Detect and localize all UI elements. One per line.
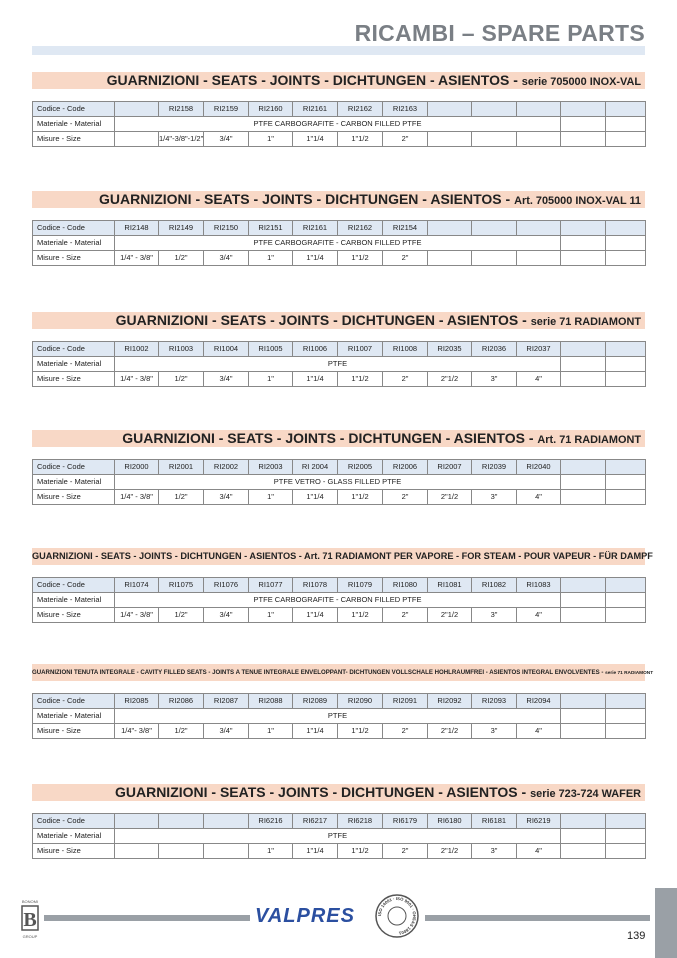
section-heading	[32, 784, 645, 801]
code-cell: RI2005	[338, 460, 383, 475]
size-cell: 2"	[383, 372, 428, 387]
code-cell: RI2149	[159, 221, 204, 236]
code-row	[33, 460, 646, 475]
code-cell: RI1007	[338, 342, 383, 357]
size-row-label: Misure - Size	[33, 608, 115, 623]
code-cell	[159, 814, 204, 829]
size-cell: 1/2"	[159, 372, 204, 387]
code-cell: RI2151	[249, 221, 293, 236]
code-cell: RI2091	[383, 694, 428, 709]
size-cell: 1"1/2	[338, 132, 383, 147]
size-cell: 1/4" - 3/8"	[115, 251, 159, 266]
size-cell: 3/4"	[204, 251, 249, 266]
empty-cell	[561, 829, 606, 844]
size-cell	[204, 844, 249, 859]
material-row	[33, 593, 646, 608]
size-cell	[606, 844, 646, 859]
size-cell: 1"1/4	[293, 608, 338, 623]
logo-letter: B	[23, 909, 37, 931]
size-row-label: Misure - Size	[33, 251, 115, 266]
code-cell	[561, 814, 606, 829]
empty-cell	[606, 593, 646, 608]
code-cell: RI2089	[293, 694, 338, 709]
code-cell: RI1008	[383, 342, 428, 357]
code-cell	[606, 460, 646, 475]
code-cell	[606, 221, 646, 236]
bonomi-group-logo	[20, 898, 40, 940]
size-cell	[561, 724, 606, 739]
size-cell: 3"	[472, 724, 517, 739]
material-cell: PTFE	[115, 829, 561, 844]
size-cell: 1"1/4	[293, 372, 338, 387]
code-cell	[561, 221, 606, 236]
size-cell	[517, 132, 561, 147]
size-cell: 2"1/2	[428, 608, 472, 623]
code-row-label: Codice - Code	[33, 221, 115, 236]
size-row	[33, 132, 646, 147]
material-row	[33, 117, 646, 132]
size-cell	[561, 490, 606, 505]
empty-cell	[606, 357, 646, 372]
size-cell: 1/2"	[159, 608, 204, 623]
section-5	[32, 548, 653, 623]
code-cell: RI1004	[204, 342, 249, 357]
size-cell: 2"	[383, 724, 428, 739]
code-cell: RI2088	[249, 694, 293, 709]
logo-top-text: BONOMI	[21, 899, 39, 904]
section-heading-main: GUARNIZIONI - SEATS - JOINTS - DICHTUNGEN - ASIENTOS -	[122, 430, 538, 446]
size-cell: 1"1/2	[338, 372, 383, 387]
size-cell: 1"1/2	[338, 251, 383, 266]
code-cell: RI1006	[293, 342, 338, 357]
code-cell: RI1079	[338, 578, 383, 593]
material-cell: PTFE VETRO - GLASS FILLED PTFE	[115, 475, 561, 490]
size-cell: 1"1/2	[338, 724, 383, 739]
section-heading-main: GUARNIZIONI - SEATS - JOINTS - DICHTUNGEN - ASIENTOS -	[115, 312, 531, 328]
code-cell: RI2093	[472, 694, 517, 709]
code-cell	[517, 102, 561, 117]
material-row-label: Materiale - Material	[33, 709, 115, 724]
code-cell	[606, 814, 646, 829]
size-row	[33, 372, 646, 387]
section-heading	[32, 548, 653, 565]
material-cell: PTFE CARBOGRAFITE - CARBON FILLED PTFE	[115, 117, 561, 132]
page-edge-tab	[655, 888, 677, 958]
code-cell: RI2162	[338, 102, 383, 117]
empty-cell	[561, 357, 606, 372]
section-heading-sub: serie 705000 INOX-VAL	[521, 76, 641, 88]
size-cell: 2"	[383, 608, 428, 623]
size-cell: 1"	[249, 724, 293, 739]
parts-table	[32, 220, 646, 266]
code-cell: RI2148	[115, 221, 159, 236]
size-row	[33, 844, 646, 859]
material-row	[33, 236, 646, 251]
section-heading-sub: serie 723-724 WAFER	[530, 788, 641, 800]
section-heading-sub: Art. 705000 INOX-VAL 11	[514, 195, 641, 207]
size-cell: 4"	[517, 724, 561, 739]
size-cell: 1"1/2	[338, 608, 383, 623]
code-cell: RI6180	[428, 814, 472, 829]
empty-cell	[561, 593, 606, 608]
size-cell: 1/4" - 3/8"	[115, 608, 159, 623]
code-cell: RI1078	[293, 578, 338, 593]
size-cell	[159, 844, 204, 859]
code-cell: RI2037	[517, 342, 561, 357]
code-cell: RI1005	[249, 342, 293, 357]
code-cell	[115, 102, 159, 117]
code-row-label: Codice - Code	[33, 578, 115, 593]
footer-bar-left	[44, 915, 250, 921]
material-cell: PTFE CARBOGRAFITE - CARBON FILLED PTFE	[115, 236, 561, 251]
code-cell: RI2007	[428, 460, 472, 475]
size-cell	[428, 132, 472, 147]
size-cell: 1"	[249, 608, 293, 623]
section-heading-main: GUARNIZIONI - SEATS - JOINTS - DICHTUNGEN - ASIENTOS - Art. 71 RADIAMONT PER VAPORE - FOR STEAM - POUR VAPEUR - FÜR DAMPF	[32, 551, 653, 561]
code-cell: RI2161	[293, 221, 338, 236]
code-cell	[561, 102, 606, 117]
size-cell	[561, 372, 606, 387]
code-cell: RI6218	[338, 814, 383, 829]
code-cell: RI1077	[249, 578, 293, 593]
size-cell	[115, 132, 159, 147]
section-1	[32, 72, 645, 147]
section-heading	[32, 72, 645, 89]
section-heading-sub: Art. 71 RADIAMONT	[537, 434, 641, 446]
material-row	[33, 709, 646, 724]
cert-seal-text: ISO 14001 · ISO 9001 · OHSAS 18001	[376, 895, 418, 936]
size-cell: 1"	[249, 490, 293, 505]
code-cell: RI2036	[472, 342, 517, 357]
code-row	[33, 221, 646, 236]
code-cell: RI6216	[249, 814, 293, 829]
code-cell: RI2159	[204, 102, 249, 117]
code-cell: RI2163	[383, 102, 428, 117]
section-6	[32, 664, 654, 739]
code-cell: RI6181	[472, 814, 517, 829]
size-cell: 1"1/4	[293, 844, 338, 859]
size-cell	[428, 251, 472, 266]
size-row	[33, 251, 646, 266]
size-cell	[472, 251, 517, 266]
size-cell	[606, 724, 646, 739]
size-row	[33, 724, 646, 739]
empty-cell	[606, 117, 646, 132]
size-cell: 2"	[383, 132, 428, 147]
code-cell: RI2090	[338, 694, 383, 709]
size-cell: 1/2"	[159, 724, 204, 739]
section-heading	[32, 312, 645, 329]
code-row	[33, 578, 646, 593]
code-cell: RI1075	[159, 578, 204, 593]
section-heading-main: GUARNIZIONI - SEATS - JOINTS - DICHTUNGEN - ASIENTOS -	[114, 784, 531, 800]
code-row	[33, 342, 646, 357]
size-cell: 3/4"	[204, 724, 249, 739]
material-row	[33, 357, 646, 372]
code-cell: RI2150	[204, 221, 249, 236]
size-cell	[115, 844, 159, 859]
code-row	[33, 694, 646, 709]
material-cell: PTFE	[115, 357, 561, 372]
code-cell: RI2035	[428, 342, 472, 357]
code-cell: RI1074	[115, 578, 159, 593]
code-cell: RI2000	[115, 460, 159, 475]
size-cell: 1"	[249, 844, 293, 859]
size-cell: 1"1/2	[338, 490, 383, 505]
page-number: 139	[627, 930, 646, 942]
code-cell: RI2094	[517, 694, 561, 709]
title-underline-bar	[32, 46, 645, 55]
code-cell: RI1083	[517, 578, 561, 593]
size-cell	[606, 490, 646, 505]
size-cell: 1"1/4	[293, 251, 338, 266]
code-cell: RI1003	[159, 342, 204, 357]
code-cell: RI2085	[115, 694, 159, 709]
code-cell	[561, 342, 606, 357]
empty-cell	[561, 475, 606, 490]
material-row-label: Materiale - Material	[33, 236, 115, 251]
size-row-label: Misure - Size	[33, 844, 115, 859]
section-heading-main: GUARNIZIONI - SEATS - JOINTS - DICHTUNGEN - ASIENTOS -	[106, 72, 522, 88]
empty-cell	[606, 829, 646, 844]
parts-table	[32, 693, 646, 739]
code-cell	[472, 102, 517, 117]
logo-bottom-text: GROUP	[22, 934, 38, 939]
section-heading	[32, 430, 645, 447]
empty-cell	[606, 236, 646, 251]
section-heading-sub: serie 71 RADIAMONT	[530, 316, 641, 328]
parts-table	[32, 813, 646, 859]
code-row-label: Codice - Code	[33, 460, 115, 475]
size-cell	[606, 251, 646, 266]
size-cell	[561, 251, 606, 266]
size-cell: 1/4"- 3/8"	[115, 724, 159, 739]
size-cell: 4"	[517, 844, 561, 859]
size-cell: 1"1/2	[338, 844, 383, 859]
size-cell	[561, 844, 606, 859]
code-row	[33, 814, 646, 829]
empty-cell	[606, 709, 646, 724]
section-heading-main: GUARNIZIONI - SEATS - JOINTS - DICHTUNGEN - ASIENTOS -	[99, 191, 515, 207]
size-cell: 1/4" - 3/8"	[115, 490, 159, 505]
code-cell: RI6179	[383, 814, 428, 829]
section-2	[32, 191, 645, 266]
code-row	[33, 102, 646, 117]
code-cell	[204, 814, 249, 829]
code-cell: RI2003	[249, 460, 293, 475]
size-cell: 1"1/4	[293, 490, 338, 505]
code-cell: RI1076	[204, 578, 249, 593]
code-cell	[561, 694, 606, 709]
material-row-label: Materiale - Material	[33, 117, 115, 132]
parts-table	[32, 341, 646, 387]
code-cell: RI2087	[204, 694, 249, 709]
material-cell: PTFE	[115, 709, 561, 724]
size-cell: 1"	[249, 251, 293, 266]
size-cell	[472, 132, 517, 147]
size-cell: 3/4"	[204, 608, 249, 623]
material-row-label: Materiale - Material	[33, 593, 115, 608]
valpres-brand: VALPRES	[255, 905, 355, 927]
code-row-label: Codice - Code	[33, 102, 115, 117]
size-cell	[561, 132, 606, 147]
size-cell: 2"1/2	[428, 490, 472, 505]
code-cell	[517, 221, 561, 236]
size-cell: 2"	[383, 251, 428, 266]
size-cell: 3"	[472, 608, 517, 623]
size-cell: 1/2"	[159, 490, 204, 505]
material-row-label: Materiale - Material	[33, 357, 115, 372]
section-heading-sub: serie 71 RADIAMONT	[605, 671, 654, 676]
size-cell: 1/4"-3/8"-1/2"	[159, 132, 204, 147]
code-row-label: Codice - Code	[33, 342, 115, 357]
code-cell	[561, 578, 606, 593]
size-cell: 1"1/4	[293, 132, 338, 147]
size-cell: 4"	[517, 608, 561, 623]
page-title: RICAMBI – SPARE PARTS	[354, 20, 645, 46]
size-cell: 4"	[517, 372, 561, 387]
code-cell: RI2002	[204, 460, 249, 475]
code-cell: RI2039	[472, 460, 517, 475]
material-cell: PTFE CARBOGRAFITE - CARBON FILLED PTFE	[115, 593, 561, 608]
code-cell	[115, 814, 159, 829]
size-row-label: Misure - Size	[33, 490, 115, 505]
code-cell: RI2086	[159, 694, 204, 709]
section-3	[32, 312, 645, 387]
section-heading	[32, 191, 645, 208]
code-cell: RI2160	[249, 102, 293, 117]
section-4	[32, 430, 645, 505]
size-cell: 2"	[383, 490, 428, 505]
empty-cell	[561, 236, 606, 251]
code-cell	[428, 221, 472, 236]
code-cell: RI1002	[115, 342, 159, 357]
code-cell: RI2001	[159, 460, 204, 475]
code-row-label: Codice - Code	[33, 814, 115, 829]
code-cell: RI2158	[159, 102, 204, 117]
code-cell: RI2006	[383, 460, 428, 475]
material-row-label: Materiale - Material	[33, 475, 115, 490]
size-cell: 1"	[249, 372, 293, 387]
code-cell: RI2040	[517, 460, 561, 475]
code-cell: RI1081	[428, 578, 472, 593]
code-cell: RI6217	[293, 814, 338, 829]
size-cell: 3"	[472, 372, 517, 387]
size-cell: 2"1/2	[428, 372, 472, 387]
code-cell	[428, 102, 472, 117]
code-cell	[606, 578, 646, 593]
size-cell: 3/4"	[204, 132, 249, 147]
parts-table	[32, 101, 646, 147]
code-cell: RI2162	[338, 221, 383, 236]
code-cell: RI2092	[428, 694, 472, 709]
size-row-label: Misure - Size	[33, 372, 115, 387]
size-cell: 4"	[517, 490, 561, 505]
code-cell: RI1082	[472, 578, 517, 593]
size-cell	[606, 608, 646, 623]
size-row-label: Misure - Size	[33, 132, 115, 147]
empty-cell	[606, 475, 646, 490]
section-heading-main: GUARNIZIONI TENUTA INTEGRALE - CAVITY FILLED SEATS - JOINTS A TENUE INTEGRALE ENVELOPPANT- DICHTUNGEN VOLLSCHALE HOHLRAUMFREI - ASIENTOS INTEGRAL ENVOLVENTES -	[32, 669, 606, 676]
code-cell	[472, 221, 517, 236]
size-row	[33, 490, 646, 505]
code-cell	[561, 460, 606, 475]
size-cell: 1/2"	[159, 251, 204, 266]
size-cell	[606, 372, 646, 387]
code-cell: RI1080	[383, 578, 428, 593]
size-cell: 2"1/2	[428, 724, 472, 739]
size-row	[33, 608, 646, 623]
size-cell: 1/4" - 3/8"	[115, 372, 159, 387]
section-7	[32, 784, 645, 859]
code-cell: RI6219	[517, 814, 561, 829]
code-cell: RI2154	[383, 221, 428, 236]
material-row	[33, 829, 646, 844]
code-cell	[606, 342, 646, 357]
empty-cell	[561, 117, 606, 132]
size-cell: 3/4"	[204, 490, 249, 505]
size-cell: 1"1/4	[293, 724, 338, 739]
code-cell	[606, 694, 646, 709]
parts-table	[32, 577, 646, 623]
size-cell: 3"	[472, 490, 517, 505]
size-row-label: Misure - Size	[33, 724, 115, 739]
section-heading	[32, 664, 654, 681]
size-cell: 3/4"	[204, 372, 249, 387]
size-cell	[517, 251, 561, 266]
code-cell	[606, 102, 646, 117]
size-cell	[561, 608, 606, 623]
material-row-label: Materiale - Material	[33, 829, 115, 844]
material-row	[33, 475, 646, 490]
size-cell: 1"	[249, 132, 293, 147]
parts-table	[32, 459, 646, 505]
code-cell: RI 2004	[293, 460, 338, 475]
footer-bar-right	[425, 915, 650, 921]
code-cell: RI2161	[293, 102, 338, 117]
size-cell: 2"	[383, 844, 428, 859]
code-row-label: Codice - Code	[33, 694, 115, 709]
size-cell: 3"	[472, 844, 517, 859]
size-cell	[606, 132, 646, 147]
certification-seal	[374, 893, 420, 939]
empty-cell	[561, 709, 606, 724]
size-cell: 2"1/2	[428, 844, 472, 859]
